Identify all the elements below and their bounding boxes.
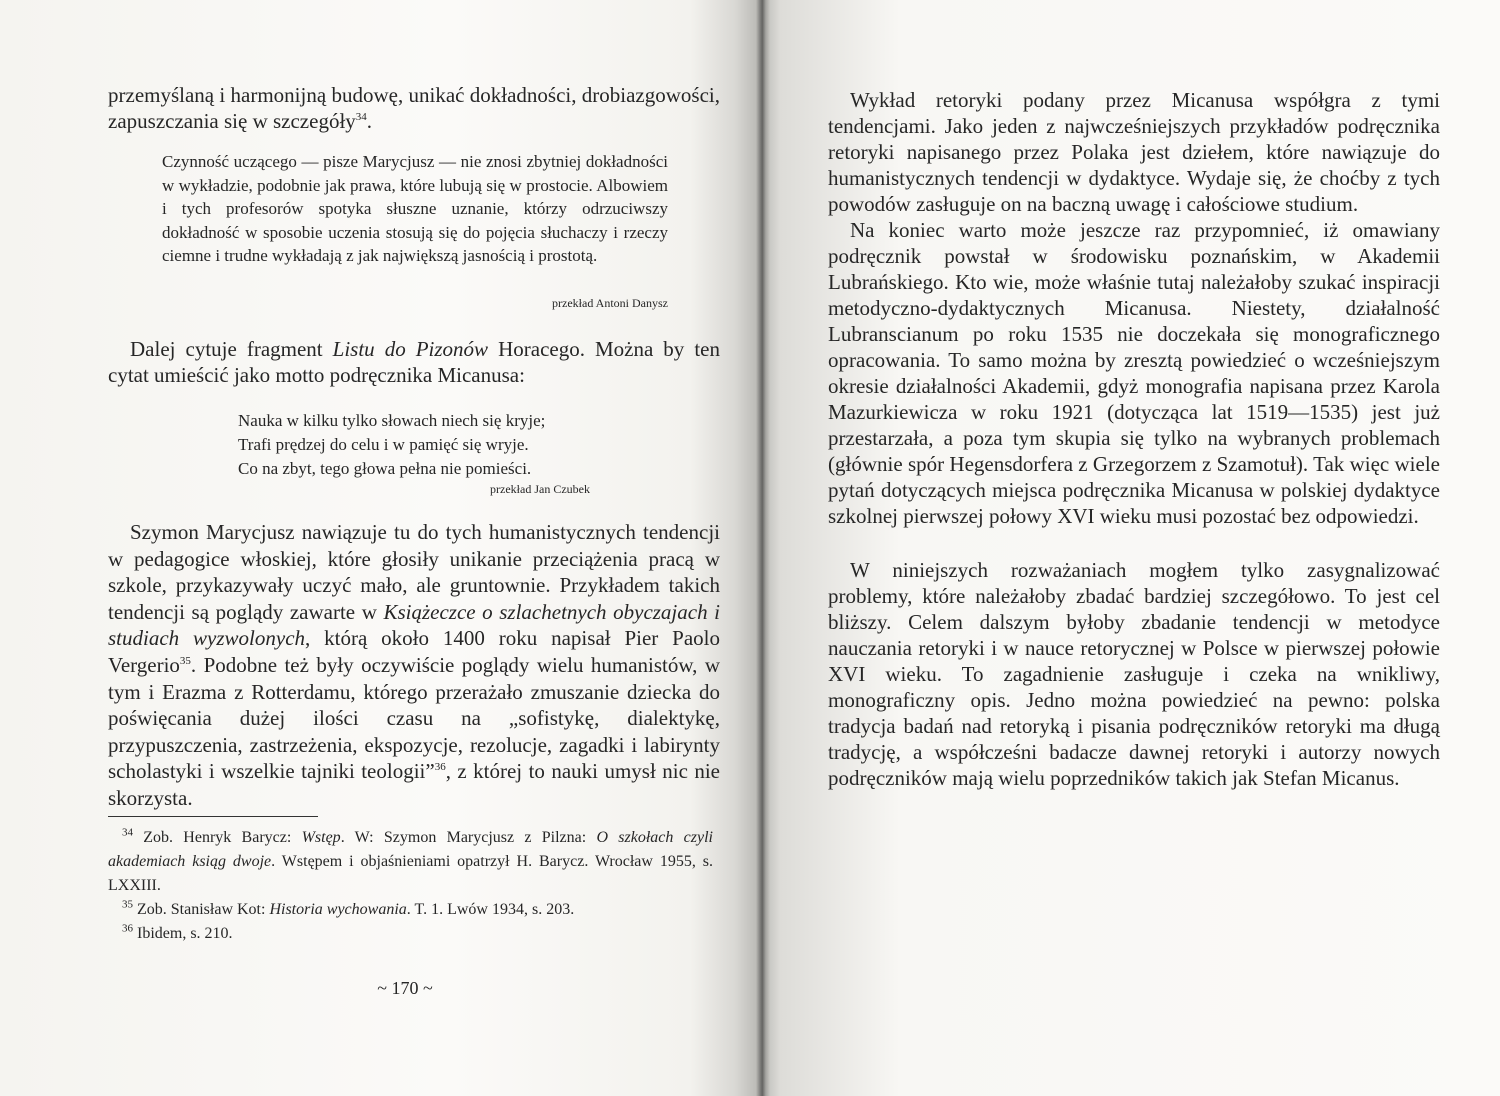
paragraph-main-text-2: , którą około 1400 roku napisał Pier Paolo Vergerio — [108, 626, 720, 677]
quote-credit-danysz: przekład Antoni Danysz — [552, 296, 668, 310]
paragraph-intro-text: przemyślaną i harmonijną budowę, unikać dokładności, drobiazgowości, zapuszczania się w szczegóły — [108, 83, 720, 133]
verse-credit-czubek: przekład Jan Czubek — [490, 482, 590, 496]
footnote-number: 36 — [122, 922, 133, 935]
footnote-ref-36: 36 — [434, 761, 446, 774]
footnote-text: . Wstępem i objaśnieniami opatrzył H. Barycz. Wrocław 1955, s. LXXIII. — [108, 853, 714, 894]
page-number: ~ 170 ~ — [377, 978, 433, 998]
paragraph-main-text-3: . Podobne też były oczywiście poglądy wielu humanistów, w tym i Erazma z Rotterdamu, którego przerażało zmuszanie dziecka do poświęcania dużej ilości czasu na „sofistykę, dialektykę, przypuszczenia, zastrzeżenia, ekspozycje, rezolucje, zagadki i labirynty scholastyki i wszelkie tajniki teologii” — [108, 652, 720, 784]
footnote-text: . W: Szymon Marycjusz z Pilzna: — [340, 829, 597, 846]
block-quote-marycjusz: Czynność uczącego — pisze Marycjusz — nie znosi zbytniej dokładności w wykładzie, podobnie jak prawa, które lubują się w prostocie. Albowiem i tych profesorów spotyka słuszne uznanie, którzy odrzuciwszy dokładność w sposobie uczenia stosują się do pojęcia słuchaczy i rzeczy ciemne i trudne wykładają z jak największą jasnością i prostotą. — [162, 152, 668, 265]
paragraph-intro: przemyślaną i harmonijną budowę, unikać dokładności, drobiazgowości, zapuszczania się w szczegóły$^{34}$. — [108, 83, 720, 133]
footnote-title: Wstęp — [301, 829, 341, 846]
footnote-title: Historia wychowania — [269, 901, 407, 918]
verse-quote — [238, 409, 545, 481]
footnote-36 — [108, 922, 713, 946]
paragraph-main-title: Książeczce o szlachetnych obyczajach i studiach wyzwolonych — [108, 599, 721, 651]
footnotes — [108, 826, 713, 946]
paragraph-horace — [108, 336, 720, 388]
footnote-text: Ibidem, s. 210. — [133, 925, 233, 942]
paragraph-horace-title: Listu do Pizonów — [332, 337, 489, 361]
footnote-ref-35: 35 — [179, 654, 191, 667]
footnote-text: Zob. Stanisław Kot: — [133, 901, 270, 918]
verse-line: Nauka w kilku tylko słowach niech się kryje; — [238, 411, 546, 430]
footnote-35 — [108, 898, 713, 922]
verse-line: Co na zbyt, tego głowa pełna nie pomieści. — [238, 459, 532, 478]
paragraph-main-text-1: Szymon Marycjusz nawiązuje tu do tych humanistycznych tendencji w pedagogice włoskiej, które głosiły unikanie przeciążenia pracą w szkole, przykazywały uczyć mało, ale gruntownie. Przykładem takich tendencji są poglądy zawarte w — [108, 520, 720, 624]
paragraph-horace-text-1: Dalej cytuje fragment — [130, 337, 333, 361]
footnote-number: 35 — [122, 898, 133, 911]
paragraph-right-1: Wykład retoryki podany przez Micanusa współgra z tymi tendencjami. Jako jeden z najwcześniejszych przykładów podręcznika retoryki napisanego przez Polaka jest dziełem, które nawiązuje do humanistycznych tendencji w dydaktyce. Wydaje się, że choćby z tych powodów zasługuje on na baczną uwagę i całościowe studium. — [828, 88, 1440, 216]
verse-line: Trafi prędzej do celu i w pamięć się wryje. — [238, 435, 529, 454]
footnote-34 — [108, 826, 713, 898]
footnote-text: Zob. Henryk Barycz: — [133, 829, 302, 846]
paragraph-horace-text-2: Horacego. Można by ten cytat umieścić jako motto podręcznika Micanusa: — [108, 337, 720, 387]
footnote-separator — [108, 816, 318, 817]
footnote-number: 34 — [122, 826, 133, 839]
footnote-text: . T. 1. Lwów 1934, s. 203. — [406, 901, 575, 918]
footnote-ref-34: 34 — [355, 111, 367, 123]
paragraph-right-3: W niniejszych rozważaniach mogłem tylko zasygnalizować problemy, które należałoby zbadać bardziej szczegółowo. To jest cel bliższy. Celem dalszym byłoby zbadanie tendencji w metodyce nauczania retoryki i w nauce retorycznej w Polsce w pierwszej połowie XVI wieku. To zagadnienie zasługuje i czeka na wnikliwy, monograficzny opis. Jedno można powiedzieć na pewno: polska tradycja badań nad retoryką i pisania podręczników retoryki ma długą tradycję, a współcześni badacze dawnej retoryki i autorzy nowych podręczników mają wielu poprzedników takich jak Stefan Micanus. — [828, 558, 1440, 790]
paragraph-right-2: Na koniec warto może jeszcze raz przypomnieć, iż omawiany podręcznik powstał w środowisku poznańskim, w Akademii Lubrańskiego. Kto wie, może właśnie tutaj należałoby szukać inspiracji metodyczno-dydaktycznych Micanusa. Niestety, działalność Lubranscianum po roku 1535 nie doczekała się monograficznego opracowania. To samo można by zresztą powiedzieć o wcześniejszym okresie działalności Akademii, gdyż monografia napisana przez Karola Mazurkiewicza w roku 1921 (dotycząca lat 1519—1535) jest już przestarzała, a poza tym skupia się tylko na wybranych problemach (głównie spór Hegensdorfera z Grzegorzem z Szamotuł). Tak więc wiele pytań dotyczących miejsca podręcznika Micanusa w polskiej dydaktyce szkolnej pierwszej połowy XVI wieku musi pozostać bez odpowiedzi. — [828, 218, 1440, 528]
right-page — [770, 0, 1500, 1096]
paragraph-main — [108, 519, 720, 812]
paragraph-main-text-4: , z której to nauki umysł nic nie skorzysta. — [108, 759, 720, 810]
footnote-title: O szkołach czyli akademiach ksiąg dwoje — [108, 829, 713, 870]
